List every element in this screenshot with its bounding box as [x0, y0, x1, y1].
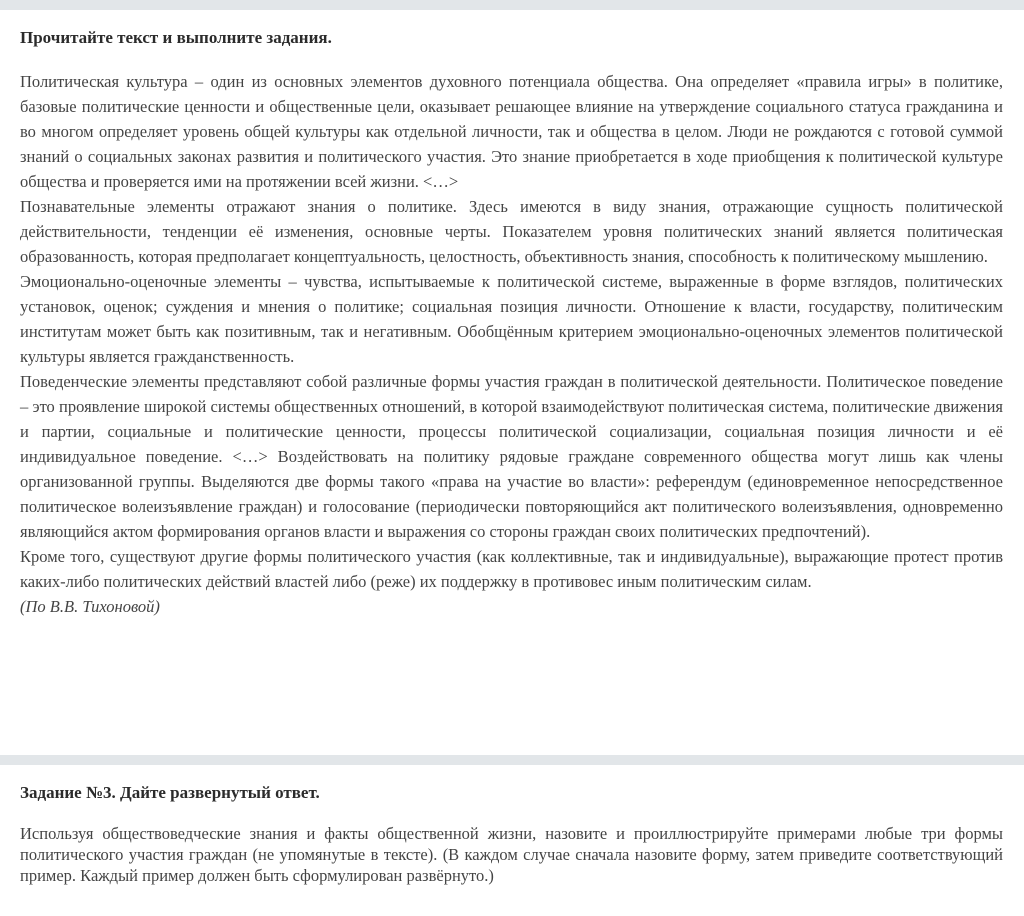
- top-divider-band: [0, 0, 1024, 10]
- section-divider-band: [0, 755, 1024, 765]
- task-title: Задание №3. Дайте развернутый ответ.: [20, 783, 320, 802]
- passage-paragraph-3: Эмоционально-оценочные элементы – чувства, испытываемые к политической системе, выраженные в форме взглядов, политических установок, оценок; суждения и мнения о политике; социальная позиция личности. Отношение к власти, государству, политическим институтам может быть как позитивным, так и негативным. Обобщённым критерием эмоционально-оценочных элементов политической культуры является гражданственность.: [20, 272, 1003, 366]
- passage-paragraph-5: Кроме того, существуют другие формы политического участия (как коллективные, так и индивидуальные), выражающие протест против каких-либо политических действий властей либо (реже) их поддержку в противовес иным политическим силам.: [20, 547, 1003, 591]
- passage-paragraph-4: Поведенческие элементы представляют собой различные формы участия граждан в политической деятельности. Политическое поведение – это проявление широкой системы общественных отношений, в которой взаимодействуют политическая система, политические движения и партии, социальные и политические ценности, процессы политической социализации, социальная позиция личности и её индивидуальное поведение. <…> Воздействовать на политику рядовые граждане современного общества могут лишь как члены организованной группы. Выделяются две формы такого «права на участие во власти»: референдум (единовременное непосредственное политическое волеизъявление граждан) и голосование (периодически повторяющийся акт политического волеизъявления, одновременно являющийся актом формирования органов власти и выражения со стороны граждан своих политических предпочтений).: [20, 372, 1003, 541]
- reading-instruction: Прочитайте текст и выполните задания.: [20, 28, 332, 47]
- reading-passage: [20, 27, 1003, 619]
- task-text: Используя обществоведческие знания и факты общественной жизни, назовите и проиллюстрируйте примерами любые три формы политического участия граждан (не упомянутые в тексте). (В каждом случае сначала назовите форму, затем приведите соответствующий пример. Каждый пример должен быть сформулирован развёрнуто.): [20, 824, 1003, 885]
- passage-paragraph-1: Политическая культура – один из основных элементов духовного потенциала общества. Она определяет «правила игры» в политике, базовые политические ценности и общественные цели, оказывает решающее влияние на утверждение социального статуса гражданина и во многом определяет уровень общей культуры как отдельной личности, так и общества в целом. Люди не рождаются с готовой суммой знаний о социальных законах развития и политического участия. Это знание приобретается в ходе приобщения к политической культуре общества и проверяется ими на протяжении всей жизни. <…>: [20, 72, 1003, 191]
- task-section: [20, 782, 1003, 886]
- passage-paragraph-2: Познавательные элементы отражают знания о политике. Здесь имеются в виду знания, отражающие сущность политической действительности, тенденции её изменения, основные черты. Показателем уровня политических знаний является политическая образованность, которая предполагает концептуальность, целостность, объективность знания, способность к политическому мышлению.: [20, 197, 1003, 266]
- passage-source: (По В.В. Тихоновой): [20, 597, 160, 616]
